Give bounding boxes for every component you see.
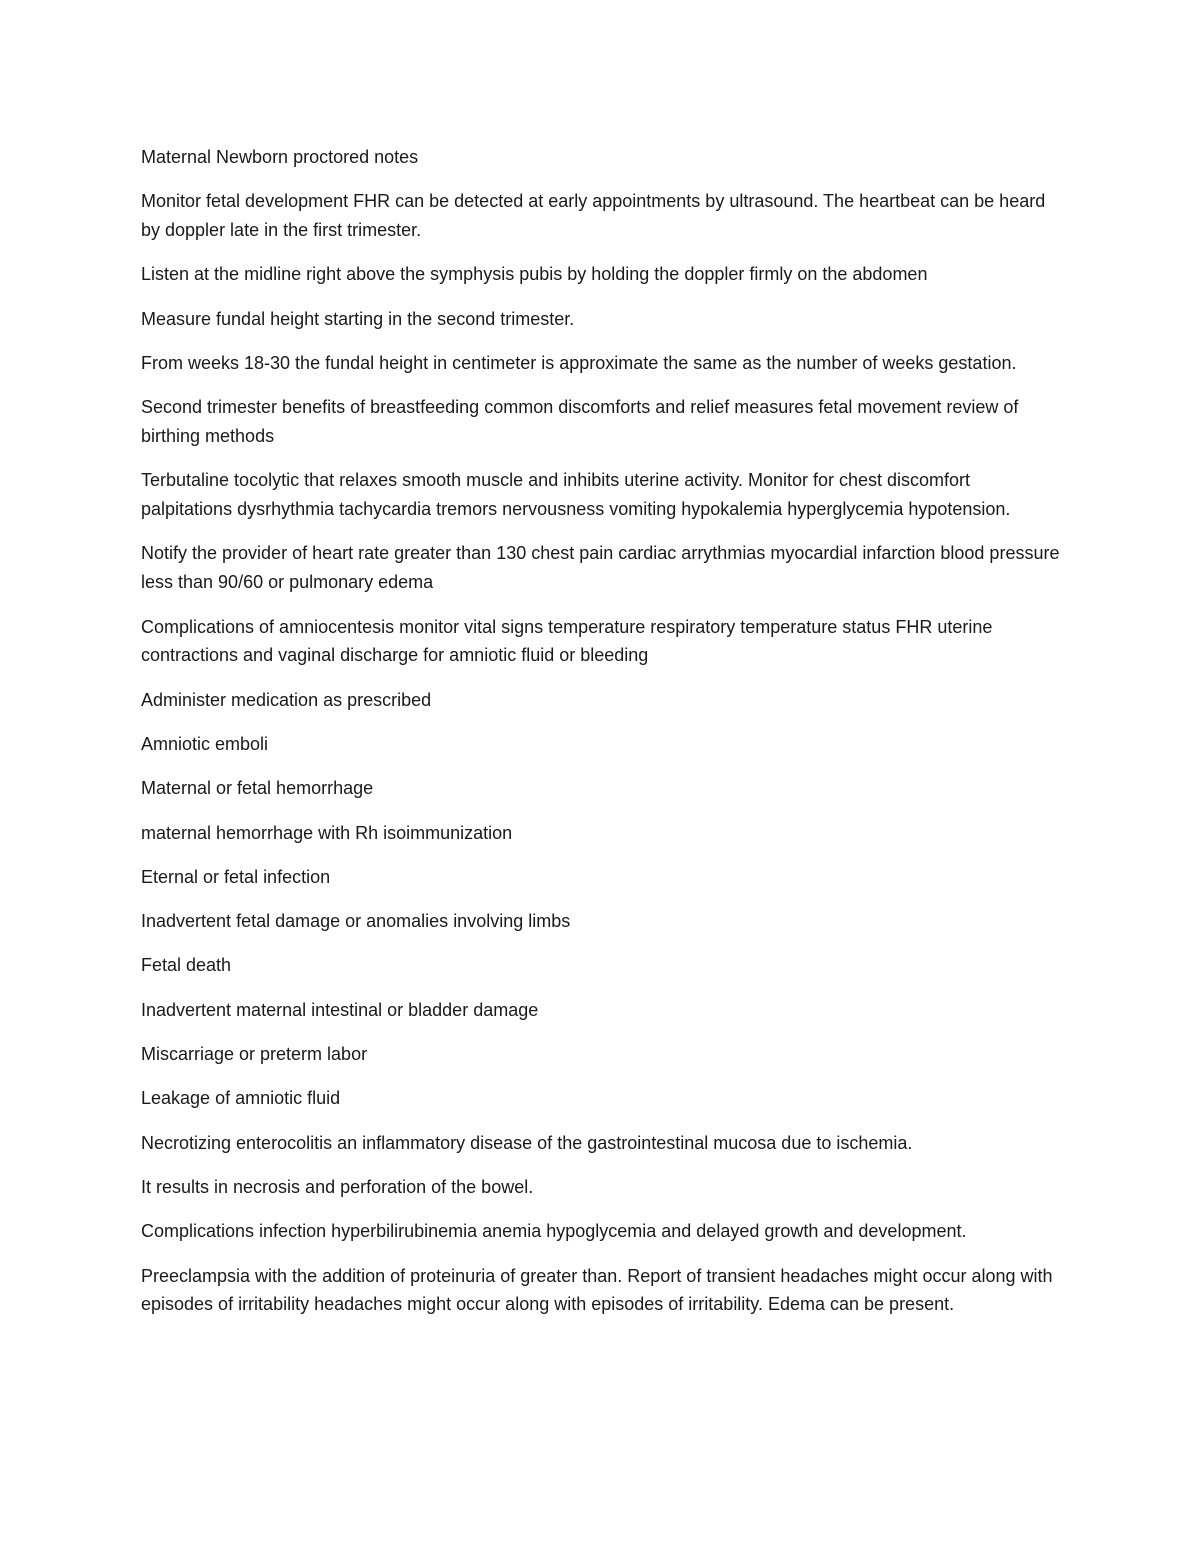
paragraph: maternal hemorrhage with Rh isoimmunization — [141, 822, 513, 843]
document-body — [141, 143, 1066, 1335]
document-title: Maternal Newborn proctored notes — [141, 147, 419, 167]
paragraph: Administer medication as prescribed — [141, 689, 432, 710]
paragraph: Listen at the midline right above the symphysis pubis by holding the doppler firmly on the abdomen — [141, 264, 928, 285]
paragraph: Monitor fetal development FHR can be detected at early appointments by ultrasound. The heartbeat can be heard by doppler late in the first trimester. — [141, 191, 1046, 241]
paragraph: Second trimester benefits of breastfeeding common discomforts and relief measures fetal movement review of birthing methods — [141, 397, 1019, 447]
paragraph: Necrotizing enterocolitis an inflammatory disease of the gastrointestinal mucosa due to ischemia. — [141, 1132, 913, 1153]
paragraph: Leakage of amniotic fluid — [141, 1088, 341, 1109]
paragraph: Fetal death — [141, 955, 232, 976]
paragraph: From weeks 18-30 the fundal height in centimeter is approximate the same as the number of weeks gestation. — [141, 352, 1017, 373]
paragraph: Notify the provider of heart rate greater than 130 chest pain cardiac arrythmias myocardial infarction blood pressure less than 90/60 or pulmonary edema — [141, 543, 1060, 593]
paragraph: It results in necrosis and perforation of the bowel. — [141, 1176, 534, 1197]
paragraph: Amniotic emboli — [141, 733, 269, 754]
paragraph: Complications infection hyperbilirubinemia anemia hypoglycemia and delayed growth and development. — [141, 1221, 967, 1242]
paragraph: Inadvertent maternal intestinal or bladder damage — [141, 999, 539, 1020]
paragraph: Complications of amniocentesis monitor vital signs temperature respiratory temperature status FHR uterine contractions and vaginal discharge for amniotic fluid or bleeding — [141, 616, 993, 666]
paragraph: Preeclampsia with the addition of proteinuria of greater than. Report of transient headaches might occur along with episodes of irritability headaches might occur along with episodes of irritability. Edema can be present. — [141, 1265, 1053, 1315]
paragraph: Terbutaline tocolytic that relaxes smooth muscle and inhibits uterine activity. Monitor for chest discomfort palpitations dysrhythmia tachycardia tremors nervousness vomiting hypokalemia hyperglycemia hypotension. — [141, 470, 1011, 520]
paragraph: Eternal or fetal infection — [141, 866, 331, 887]
paragraph: Miscarriage or preterm labor — [141, 1044, 368, 1065]
paragraph: Inadvertent fetal damage or anomalies involving limbs — [141, 911, 571, 932]
paragraph: Measure fundal height starting in the second trimester. — [141, 308, 575, 329]
paragraph: Maternal or fetal hemorrhage — [141, 778, 374, 799]
